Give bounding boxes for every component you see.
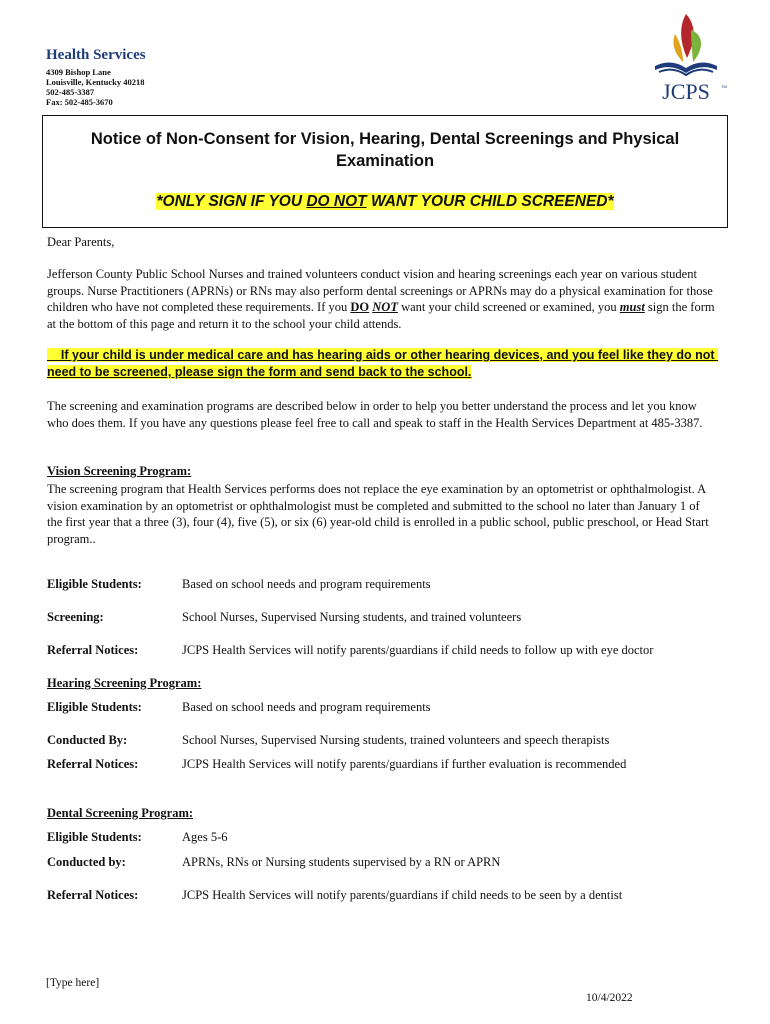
vision-eligible-value: Based on school needs and program requirements [182, 577, 431, 591]
vision-screening-value: School Nurses, Supervised Nursing students, and trained volunteers [182, 610, 522, 624]
hearing-eligible-value: Based on school needs and program requirements [182, 700, 431, 714]
dental-conducted-label: Conducted by: [47, 855, 126, 869]
hearing-referral-label: Referral Notices: [47, 757, 139, 771]
address-line-1: 4309 Bishop Lane [46, 67, 111, 77]
hearing-aid-notice: If your child is under medical care and has hearing aids or other hearing devices, and you feel like they do not need to be screened, please sign the form and send back to the school. [47, 348, 719, 379]
vision-description: The screening program that Health Services performs does not replace the eye examination by an optometrist or ophthalmologist. A vision examination by an optometrist or ophthalmologist must be completed and submitted to the school no later than January 1 of the first year that a three (3), four (4), five (5), or six (6) year-old child is enrolled in a public school, public preschool, or Head Start program.. [47, 482, 709, 546]
vision-referral-value: JCPS Health Services will notify parents/guardians if child needs to follow up with eye doctor [182, 643, 654, 657]
logo-flame-green [691, 30, 701, 62]
vision-heading: Vision Screening Program: [47, 464, 192, 478]
hearing-conducted-label: Conducted By: [47, 733, 128, 747]
notice-title: Notice of Non-Consent for Vision, Hearing, Dental Screenings and Physical Examination [90, 130, 680, 170]
warning-banner: *ONLY SIGN IF YOU DO NOT WANT YOUR CHILD SCREENED* [156, 193, 614, 210]
greeting: Dear Parents, [47, 235, 115, 249]
dental-heading: Dental Screening Program: [47, 806, 194, 820]
fax-number: Fax: 502-485-3670 [46, 97, 113, 107]
phone-number: 502-485-3387 [46, 87, 95, 97]
hearing-conducted-value: School Nurses, Supervised Nursing students, trained volunteers and speech therapists [182, 733, 610, 747]
vision-referral-label: Referral Notices: [47, 643, 139, 657]
dental-referral-label: Referral Notices: [47, 888, 139, 902]
notice-box [42, 115, 728, 228]
dental-eligible-value: Ages 5-6 [182, 830, 228, 844]
hearing-heading: Hearing Screening Program: [47, 676, 202, 690]
hearing-referral-value: JCPS Health Services will notify parents/guardians if further evaluation is recommended [182, 757, 627, 771]
logo-text: JCPS [662, 79, 710, 104]
address-line-2: Louisville, Kentucky 40218 [46, 77, 145, 87]
logo-book [655, 62, 717, 73]
footer-date: 10/4/2022 [586, 992, 633, 1004]
vision-screening-label: Screening: [47, 610, 104, 624]
dental-eligible-label: Eligible Students: [47, 830, 142, 844]
intro-paragraph: Jefferson County Public School Nurses and trained volunteers conduct vision and hearing screenings each year on various student groups. Nurse Practitioners (APRNs) or RNs may also perform dental screenings or APRNs may do a physical examination for those children who have not completed these requirements. If you DO NOT want your child screened or examined, you must sign the form at the bottom of this page and return it to the school your child attends. [47, 267, 715, 331]
logo-trademark: TM [721, 84, 727, 89]
org-name: Health Services [46, 47, 146, 63]
dental-referral-value: JCPS Health Services will notify parents/guardians if child needs to be seen by a dentist [182, 888, 623, 902]
vision-eligible-label: Eligible Students: [47, 577, 142, 591]
dental-conducted-value: APRNs, RNs or Nursing students supervised by a RN or APRN [182, 855, 501, 869]
footer-placeholder: [Type here] [46, 977, 100, 989]
hearing-eligible-label: Eligible Students: [47, 700, 142, 714]
programs-intro: The screening and examination programs are described below in order to help you better understand the process and let you know who does them. If you have any questions please feel free to call and speak to staff in the Health Services Department at 485-3387. [47, 399, 703, 430]
jcps-logo [645, 12, 727, 104]
